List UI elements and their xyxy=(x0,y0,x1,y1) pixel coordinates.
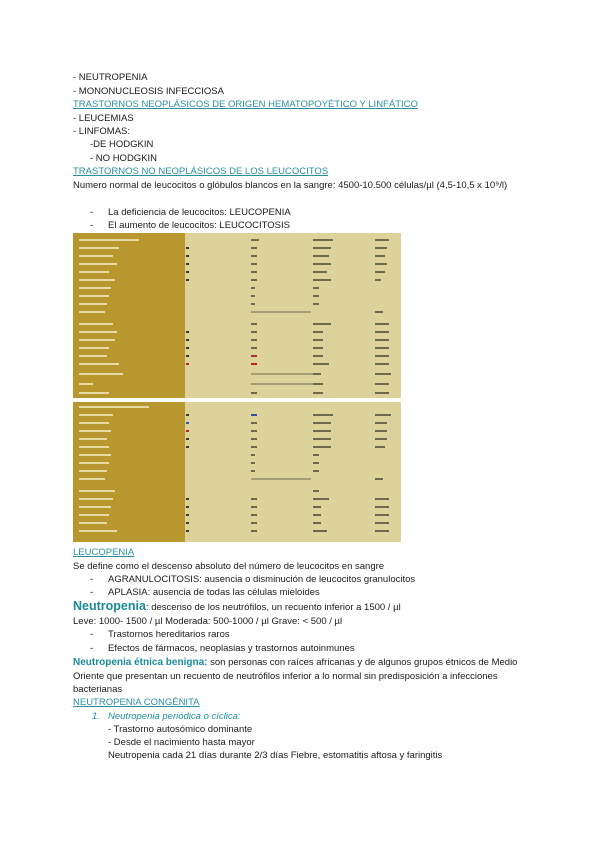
bullet-text: Efectos de fármacos, neoplasias y trastornos autoinmunes xyxy=(108,643,355,654)
bullet-marker: - xyxy=(90,629,94,640)
bullet-marker: - xyxy=(90,220,94,231)
bullet-marker: - xyxy=(90,643,94,654)
sub-list-item: - NO HODGKIN xyxy=(90,153,158,164)
section-heading-link[interactable]: LEUCOPENIA xyxy=(73,547,135,558)
hemogram-table-image-2 xyxy=(73,402,401,542)
severity-grades: Leve: 1000- 1500 / µl Moderada: 500-1000 / µl Grave: < 500 / µl xyxy=(73,616,343,627)
neutropenia-title: Neutropenia xyxy=(73,599,146,613)
section-heading-link[interactable]: TRASTORNOS NEOPLÁSICOS DE ORIGEN HEMATOPOYÉTICO Y LINFÁTICO xyxy=(73,99,418,110)
ethnic-neutropenia-title: Neutropenia étnica benigna: xyxy=(73,657,208,668)
sub-list-item: - Desde el nacimiento hasta mayor xyxy=(108,737,255,748)
paragraph: Neutropenia cada 21 días durante 2/3 días Fiebre, estomatitis aftosa y faringitis xyxy=(108,750,443,761)
neutropenia-definition xyxy=(73,600,401,614)
list-item: - MONONUCLEOSIS INFECCIOSA xyxy=(73,86,224,97)
bullet-text: Trastornos hereditarios raros xyxy=(108,629,230,640)
sub-list-item: -DE HODGKIN xyxy=(90,139,154,150)
ethnic-neutropenia-text: son personas con raíces africanas y de algunos grupos étnicos de Medio Oriente que presentan un recuento de neutrófilos inferior a lo normal sin predisposición a infecciones bacterianas xyxy=(73,657,518,695)
bullet-marker: - xyxy=(90,587,94,598)
neutropenia-text: : descenso de los neutrófilos, un recuento inferior a 1500 / µl xyxy=(145,602,401,613)
ethnic-neutropenia-paragraph xyxy=(73,656,535,697)
bullet-marker: - xyxy=(90,574,94,585)
list-item: - NEUTROPENIA xyxy=(73,72,148,83)
hemogram-table-image-1 xyxy=(73,233,401,398)
section-heading-link[interactable]: NEUTROPENIA CONGÉNITA xyxy=(73,697,200,708)
numbered-item-title: Neutropenia periódica o cíclica: xyxy=(108,711,241,722)
bullet-text: La deficiencia de leucocitos: LEUCOPENIA xyxy=(108,207,291,218)
bullet-text: APLASIA: ausencia de todas las células mieloides xyxy=(108,587,320,598)
paragraph: Numero normal de leucocitos o glóbulos blancos en la sangre: 4500-10.500 células/µl (4,5-10,5 x 10⁹/l) xyxy=(73,180,508,191)
section-heading-link[interactable]: TRASTORNOS NO NEOPLÁSICOS DE LOS LEUCOCITOS xyxy=(73,166,329,177)
paragraph: Se define como el descenso absoluto del número de leucocitos en sangre xyxy=(73,561,385,572)
list-number: 1. xyxy=(92,711,100,722)
bullet-text: El aumento de leucocitos: LEUCOCITOSIS xyxy=(108,220,290,231)
bullet-marker: - xyxy=(90,207,94,218)
bullet-text: AGRANULOCITOSIS: ausencia o disminución de leucocitos granulocitos xyxy=(108,574,416,585)
list-item: - LINFOMAS: xyxy=(73,126,131,137)
sub-list-item: - Trastorno autosómico dominante xyxy=(108,724,253,735)
list-item: - LEUCEMIAS xyxy=(73,113,134,124)
